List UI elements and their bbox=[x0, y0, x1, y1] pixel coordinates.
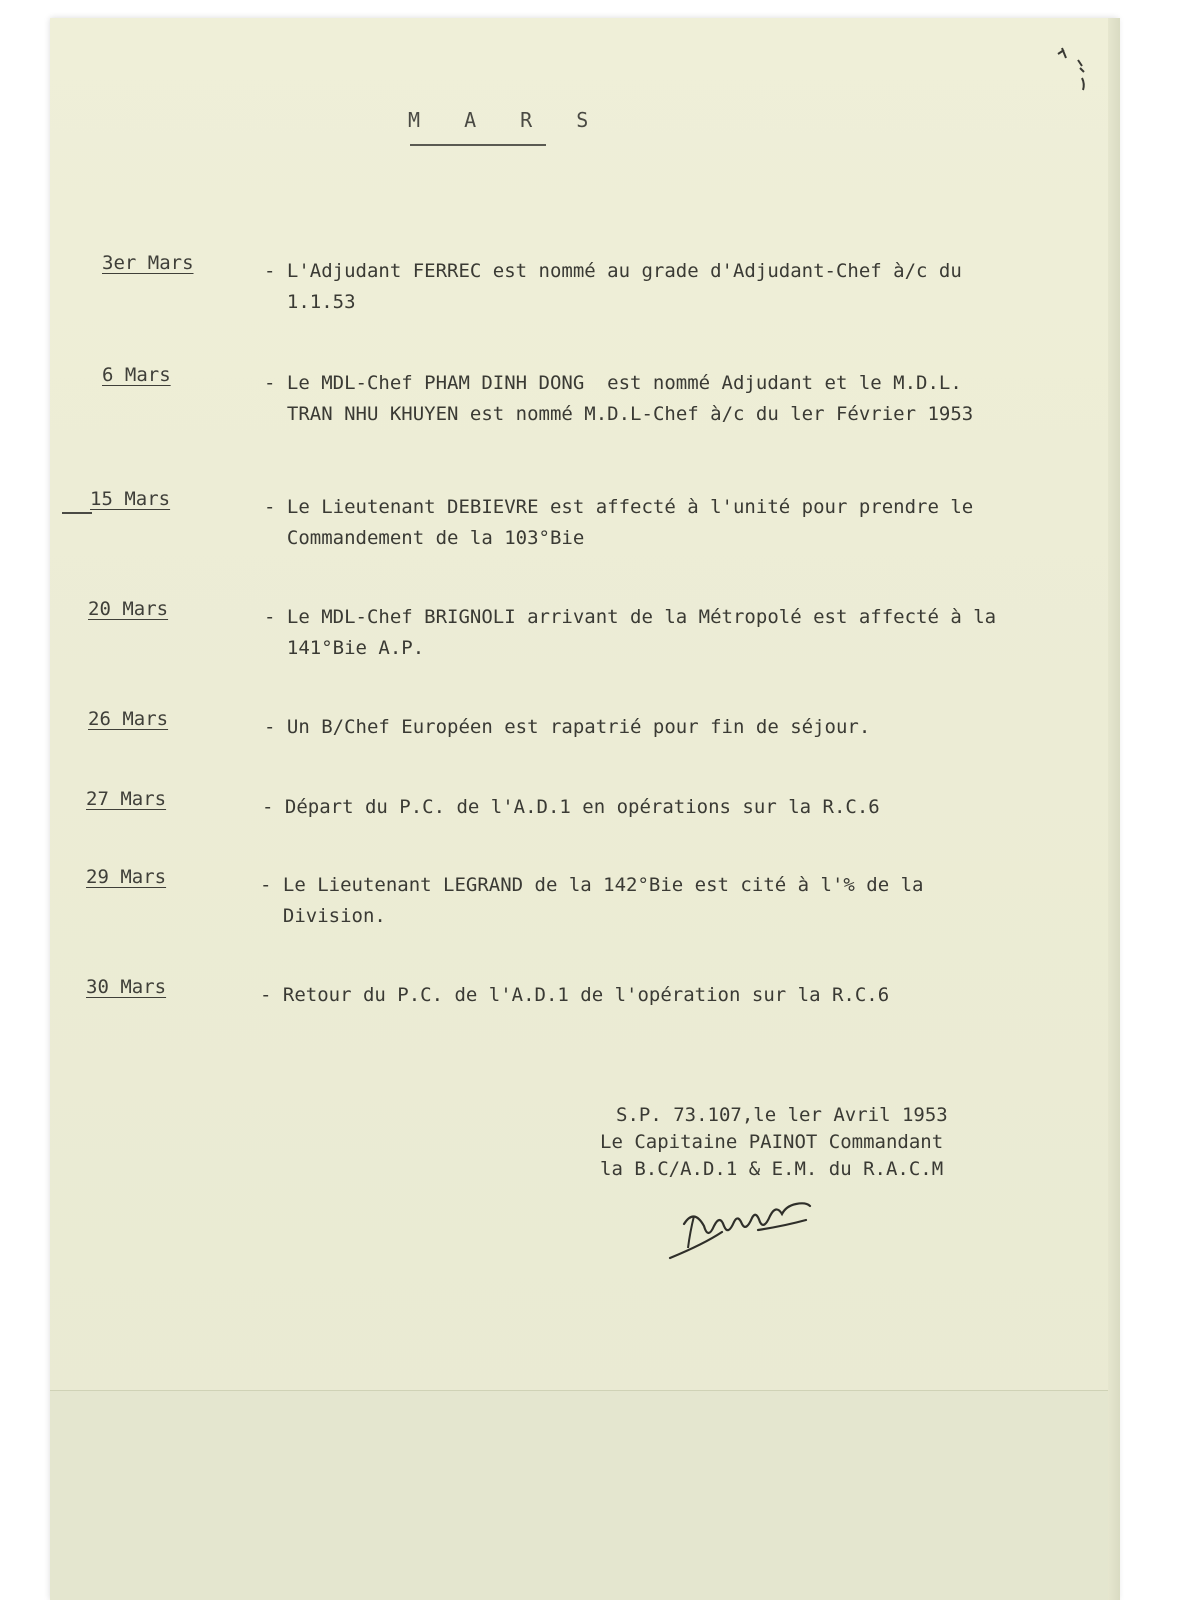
handwritten-signature bbox=[664, 1196, 824, 1266]
entry-date: 6 Mars bbox=[102, 364, 171, 386]
entry-text: - Retour du P.C. de l'A.D.1 de l'opération sur la R.C.6 bbox=[260, 984, 890, 1006]
entry-text: - Départ du P.C. de l'A.D.1 en opérations sur la R.C.6 bbox=[262, 796, 880, 818]
entry-text: - Le MDL-Chef PHAM DINH DONG est nommé Adjudant et le M.D.L. TRAN NHU KHUYEN est nommé M.D.L-Chef à/c du ler Février 1953 bbox=[264, 372, 974, 425]
entry-text: - L'Adjudant FERREC est nommé au grade d'Adjudant-Chef à/c du 1.1.53 bbox=[264, 260, 962, 313]
signature-place-date: S.P. 73.107,le ler Avril 1953 bbox=[616, 1104, 948, 1126]
signature-title: Le Capitaine PAINOT Commandant bbox=[600, 1131, 944, 1153]
date-underline-extension bbox=[62, 512, 92, 514]
entry-date: 15 Mars bbox=[90, 488, 171, 510]
entry-text: - Le Lieutenant LEGRAND de la 142°Bie est cité à l'% de la Division. bbox=[260, 874, 924, 927]
entry-text: - Le MDL-Chef BRIGNOLI arrivant de la Métropolé est affecté à la 141°Bie A.P. bbox=[264, 606, 997, 659]
entry-text: - Le Lieutenant DEBIEVRE est affecté à l'unité pour prendre le Commandement de la 103°Bie bbox=[264, 496, 974, 549]
entry-date: 26 Mars bbox=[88, 708, 169, 730]
document-title: M A R S bbox=[408, 108, 605, 132]
entry-date: 3er Mars bbox=[102, 252, 194, 274]
entry-date: 29 Mars bbox=[86, 866, 167, 888]
signature-unit: la B.C/A.D.1 & E.M. du R.A.C.M bbox=[600, 1158, 944, 1180]
signature-block bbox=[600, 1102, 948, 1183]
entry-date: 20 Mars bbox=[88, 598, 169, 620]
entry-date: 30 Mars bbox=[86, 976, 167, 998]
entry-date: 27 Mars bbox=[86, 788, 167, 810]
title-underline bbox=[410, 144, 546, 146]
entry-text: - Un B/Chef Européen est rapatrié pour fin de séjour. bbox=[264, 716, 871, 738]
